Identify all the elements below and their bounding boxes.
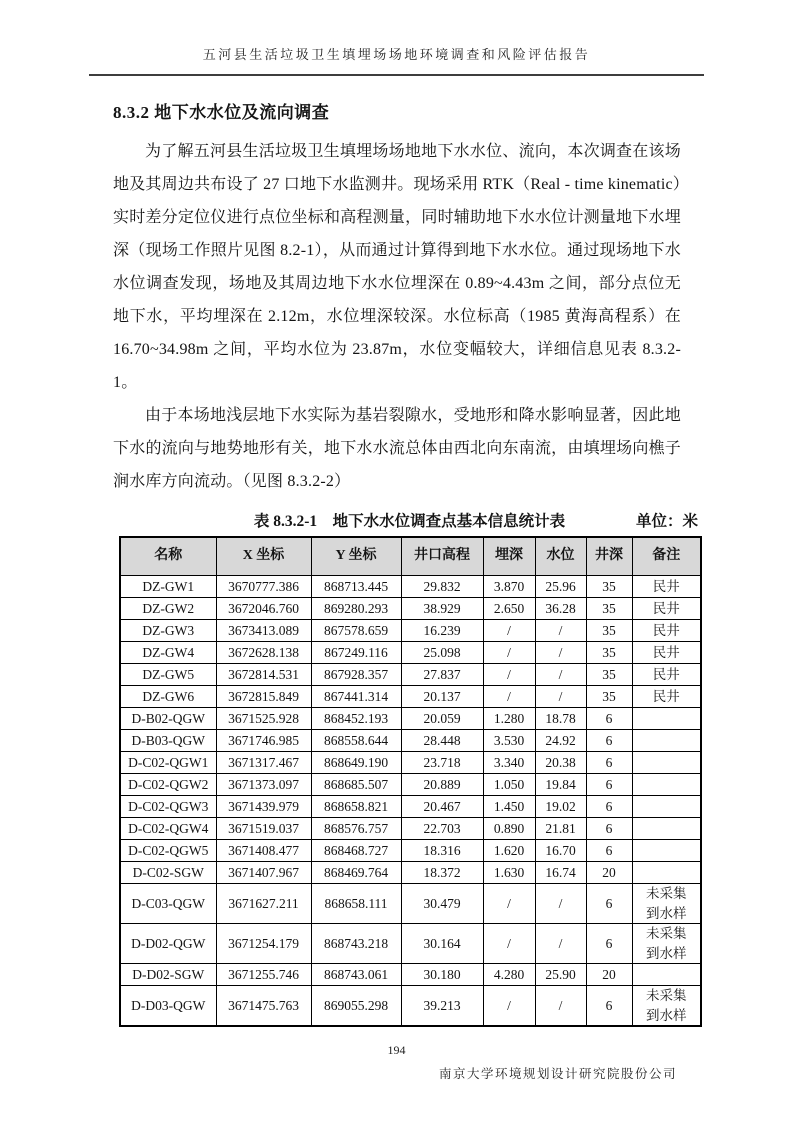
table-row <box>120 818 701 840</box>
table-cell: / <box>483 986 535 1027</box>
table-cell: D-C02-QGW2 <box>120 774 216 796</box>
table-cell: 30.180 <box>401 964 483 986</box>
table-header-cell: 备注 <box>632 537 701 576</box>
paragraph-flow-direction: 由于本场地浅层地下水实际为基岩裂隙水，受地形和降水影响显著，因此地下水的流向与地势地形有关，地下水水流总体由西北向东南流，由填埋场向樵子涧水库方向流动。（见图 8.3.2-2） <box>113 407 681 490</box>
table-cell: 6 <box>586 986 632 1027</box>
table-cell: 867928.357 <box>311 664 401 686</box>
table-cell: D-C02-QGW1 <box>120 752 216 774</box>
table-cell: / <box>535 642 586 664</box>
table-cell: 27.837 <box>401 664 483 686</box>
table-cell: 3672815.849 <box>216 686 311 708</box>
table-row <box>120 964 701 986</box>
report-header-title: 五河县生活垃圾卫生填埋场场地环境调查和风险评估报告 <box>202 47 591 62</box>
table-cell: / <box>535 686 586 708</box>
table-cell <box>632 730 701 752</box>
table-cell: 867249.116 <box>311 642 401 664</box>
table-cell: 1.630 <box>483 862 535 884</box>
table-cell: 3672046.760 <box>216 598 311 620</box>
table-caption-row <box>119 508 700 536</box>
table-row <box>120 664 701 686</box>
table-cell: 6 <box>586 730 632 752</box>
table-cell: 20.38 <box>535 752 586 774</box>
table-body <box>120 576 701 1027</box>
table-cell: D-C03-QGW <box>120 884 216 924</box>
table-cell: DZ-GW6 <box>120 686 216 708</box>
table-unit-label: 单位：米 <box>635 513 698 530</box>
company-name: 南京大学环境规划设计研究院股份公司 <box>438 1067 677 1081</box>
table-cell: / <box>535 664 586 686</box>
table-cell: 18.372 <box>401 862 483 884</box>
table-cell: 868452.193 <box>311 708 401 730</box>
table-cell: 20.889 <box>401 774 483 796</box>
table-header-cell: Y 坐标 <box>311 537 401 576</box>
table-cell: 未采集到水样 <box>632 986 701 1027</box>
table-cell: 6 <box>586 796 632 818</box>
table-cell: DZ-GW4 <box>120 642 216 664</box>
info-table <box>119 536 702 1027</box>
table-cell: 35 <box>586 664 632 686</box>
table-row <box>120 924 701 964</box>
table-cell: 民井 <box>632 576 701 598</box>
table-cell: 20 <box>586 862 632 884</box>
table-cell <box>632 840 701 862</box>
table-cell: / <box>483 620 535 642</box>
table-cell: 868468.727 <box>311 840 401 862</box>
table-cell: 3.340 <box>483 752 535 774</box>
table-cell <box>632 708 701 730</box>
table-cell: 16.239 <box>401 620 483 642</box>
table-row <box>120 986 701 1027</box>
table-cell: 20.467 <box>401 796 483 818</box>
table-cell: DZ-GW3 <box>120 620 216 642</box>
table-cell: 6 <box>586 884 632 924</box>
table-cell: D-B02-QGW <box>120 708 216 730</box>
table-cell: 35 <box>586 642 632 664</box>
table-cell <box>632 818 701 840</box>
table-cell: 民井 <box>632 642 701 664</box>
table-cell: / <box>483 924 535 964</box>
table-cell: / <box>483 686 535 708</box>
table-cell: 868743.061 <box>311 964 401 986</box>
table-cell: 868558.644 <box>311 730 401 752</box>
table-cell: 868649.190 <box>311 752 401 774</box>
table-cell: D-B03-QGW <box>120 730 216 752</box>
table-cell: 868658.821 <box>311 796 401 818</box>
table-cell: 868576.757 <box>311 818 401 840</box>
table-cell: 民井 <box>632 686 701 708</box>
table-cell: 3671407.967 <box>216 862 311 884</box>
table-row <box>120 840 701 862</box>
table-cell: 35 <box>586 620 632 642</box>
table-cell: 868685.507 <box>311 774 401 796</box>
table-cell: 19.02 <box>535 796 586 818</box>
table-cell <box>632 862 701 884</box>
section-title: 8.3.2 地下水水位及流向调查 <box>113 103 330 122</box>
table-cell <box>632 796 701 818</box>
table-cell: 6 <box>586 774 632 796</box>
table-cell: / <box>535 620 586 642</box>
table-cell: 6 <box>586 840 632 862</box>
table-cell: 28.448 <box>401 730 483 752</box>
table-cell: 868743.218 <box>311 924 401 964</box>
table-row <box>120 686 701 708</box>
table-cell: 1.620 <box>483 840 535 862</box>
table-header-row <box>120 537 701 576</box>
table-cell: DZ-GW2 <box>120 598 216 620</box>
table-row <box>120 576 701 598</box>
table-row <box>120 752 701 774</box>
table-header-cell: X 坐标 <box>216 537 311 576</box>
table-cell <box>632 774 701 796</box>
table-cell: / <box>483 884 535 924</box>
table-cell: / <box>483 642 535 664</box>
table-cell: 3.870 <box>483 576 535 598</box>
table-cell: DZ-GW1 <box>120 576 216 598</box>
table-cell: 3671255.746 <box>216 964 311 986</box>
table-header-cell: 名称 <box>120 537 216 576</box>
table-cell: 3670777.386 <box>216 576 311 598</box>
table-cell: 民井 <box>632 664 701 686</box>
table-cell: 3671439.979 <box>216 796 311 818</box>
table-header-cell: 井深 <box>586 537 632 576</box>
table-cell: 39.213 <box>401 986 483 1027</box>
table-cell: 24.92 <box>535 730 586 752</box>
table-cell: 民井 <box>632 620 701 642</box>
table-cell: 未采集到水样 <box>632 924 701 964</box>
table-cell: 868658.111 <box>311 884 401 924</box>
table-cell: 3.530 <box>483 730 535 752</box>
table-wrapper <box>119 536 700 1027</box>
table-cell: 1.450 <box>483 796 535 818</box>
table-cell: 未采集到水样 <box>632 884 701 924</box>
table-cell: 868469.764 <box>311 862 401 884</box>
table-cell: / <box>535 924 586 964</box>
table-cell: 6 <box>586 752 632 774</box>
table-cell: 38.929 <box>401 598 483 620</box>
table-cell: 3671408.477 <box>216 840 311 862</box>
table-cell: 3672814.531 <box>216 664 311 686</box>
table-cell: 19.84 <box>535 774 586 796</box>
table-cell: 35 <box>586 576 632 598</box>
table-cell: 0.890 <box>483 818 535 840</box>
table-cell: 22.703 <box>401 818 483 840</box>
table-cell: D-D02-SGW <box>120 964 216 986</box>
table-cell: 2.650 <box>483 598 535 620</box>
table-cell: 25.96 <box>535 576 586 598</box>
table-cell: 6 <box>586 924 632 964</box>
table-cell: 867441.314 <box>311 686 401 708</box>
table-cell: 18.316 <box>401 840 483 862</box>
table-header-cell: 井口高程 <box>401 537 483 576</box>
table-cell: 3671525.928 <box>216 708 311 730</box>
page-number: 194 <box>387 1043 406 1057</box>
table-cell: 3671373.097 <box>216 774 311 796</box>
table-cell: 36.28 <box>535 598 586 620</box>
table-cell: 25.90 <box>535 964 586 986</box>
table-cell: / <box>535 884 586 924</box>
table-cell: 3672628.138 <box>216 642 311 664</box>
table-cell: 18.78 <box>535 708 586 730</box>
table-cell: 民井 <box>632 598 701 620</box>
table-cell: D-D03-QGW <box>120 986 216 1027</box>
table-cell: D-D02-QGW <box>120 924 216 964</box>
table-cell: 3673413.089 <box>216 620 311 642</box>
table-cell: 30.164 <box>401 924 483 964</box>
table-row <box>120 598 701 620</box>
table-cell: 20 <box>586 964 632 986</box>
table-row <box>120 884 701 924</box>
table-cell: 869055.298 <box>311 986 401 1027</box>
page-content <box>113 98 698 1027</box>
table-cell: 21.81 <box>535 818 586 840</box>
table-cell: 35 <box>586 686 632 708</box>
table-cell: 20.059 <box>401 708 483 730</box>
table-header <box>120 537 701 576</box>
table-cell: 20.137 <box>401 686 483 708</box>
table-cell <box>632 964 701 986</box>
table-cell: 25.098 <box>401 642 483 664</box>
table-cell: D-C02-QGW3 <box>120 796 216 818</box>
table-cell: 16.74 <box>535 862 586 884</box>
table-row <box>120 708 701 730</box>
table-row <box>120 642 701 664</box>
header-divider <box>89 74 704 76</box>
table-caption: 表 8.3.2-1 地下水水位调查点基本信息统计表 <box>253 513 566 530</box>
table-cell: / <box>535 986 586 1027</box>
table-cell: 868713.445 <box>311 576 401 598</box>
table-cell: 35 <box>586 598 632 620</box>
table-cell: D-C02-QGW4 <box>120 818 216 840</box>
table-cell: 1.050 <box>483 774 535 796</box>
table-cell: 6 <box>586 708 632 730</box>
table-row <box>120 862 701 884</box>
table-cell: 1.280 <box>483 708 535 730</box>
table-cell: 869280.293 <box>311 598 401 620</box>
table-cell: 3671317.467 <box>216 752 311 774</box>
table-cell: 16.70 <box>535 840 586 862</box>
table-cell: 4.280 <box>483 964 535 986</box>
paragraph-groundwater-survey: 为了解五河县生活垃圾卫生填埋场场地地下水水位、流向，本次调查在该场地及其周边共布设了 27 口地下水监测井。现场采用 RTK（Real - time kinematic）实时差分定位仪进行点位坐标和高程测量，同时辅助地下水水位计测量地下水埋深（现场工作照片见图 8.2-1），从而通过计算得到地下水水位。通过现场地下水水位调查发现，场地及其周边地下水水位埋深在 0.89~4.43m 之间，部分点位无地下水，平均埋深在 2.12m，水位埋深较深。水位标高（1985 黄海高程系）在 16.70~34.98m 之间，平均水位为 23.87m，水位变幅较大，详细信息见表 8.3.2-1。 <box>113 143 681 391</box>
table-row <box>120 620 701 642</box>
table-header-cell: 埋深 <box>483 537 535 576</box>
table-cell: 29.832 <box>401 576 483 598</box>
table-cell: 3671475.763 <box>216 986 311 1027</box>
table-cell: 30.479 <box>401 884 483 924</box>
table-row <box>120 730 701 752</box>
table-row <box>120 796 701 818</box>
table-cell <box>632 752 701 774</box>
table-cell: 3671254.179 <box>216 924 311 964</box>
table-cell: D-C02-SGW <box>120 862 216 884</box>
table-header-cell: 水位 <box>535 537 586 576</box>
table-cell: 23.718 <box>401 752 483 774</box>
table-cell: 3671519.037 <box>216 818 311 840</box>
table-cell: D-C02-QGW5 <box>120 840 216 862</box>
table-cell: 3671746.985 <box>216 730 311 752</box>
table-row <box>120 774 701 796</box>
table-cell: / <box>483 664 535 686</box>
table-cell: DZ-GW5 <box>120 664 216 686</box>
table-cell: 3671627.211 <box>216 884 311 924</box>
table-cell: 6 <box>586 818 632 840</box>
table-cell: 867578.659 <box>311 620 401 642</box>
